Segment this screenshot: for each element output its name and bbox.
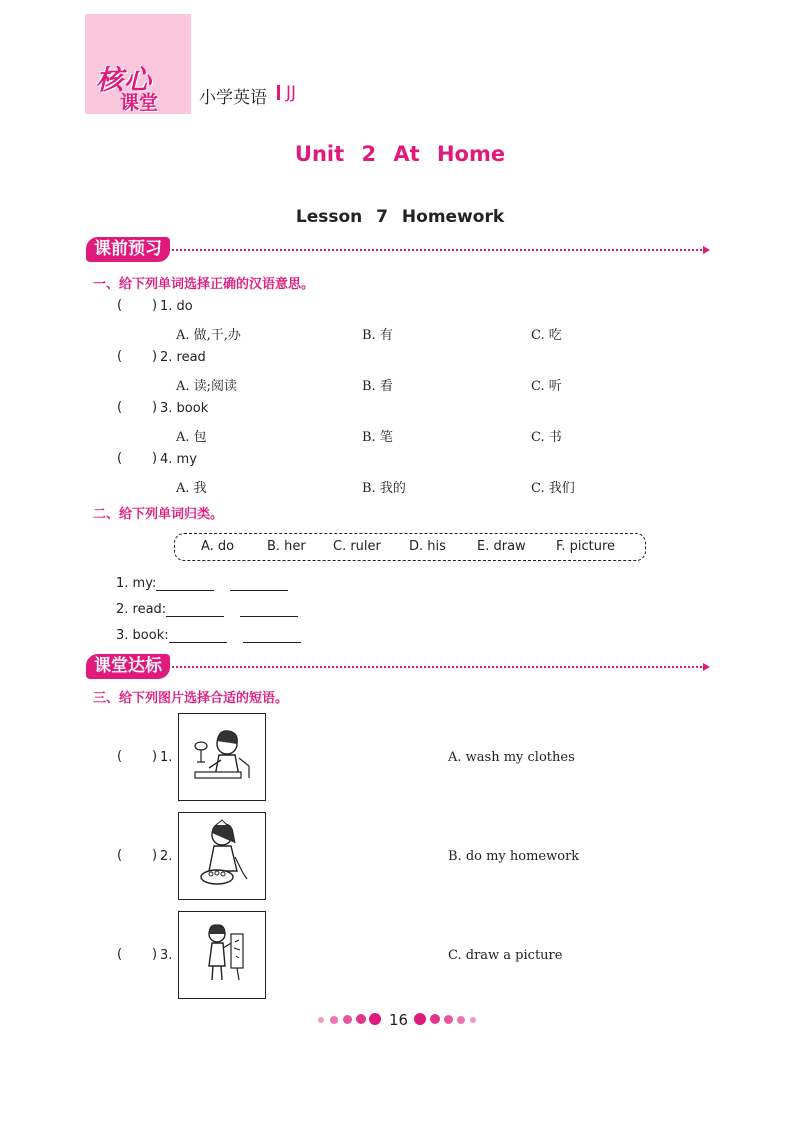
answer-blank[interactable]	[166, 602, 224, 617]
picture-boy-doing-homework	[178, 713, 266, 801]
section-tag-preview: 课前预习	[86, 237, 170, 262]
word-bank-item: E. draw	[477, 539, 526, 554]
question-word: 2. read	[160, 350, 206, 365]
question-number: 1.	[160, 750, 173, 765]
word-bank-item: B. her	[267, 539, 306, 554]
word-bank-item: D. his	[409, 539, 446, 554]
classify-row-3: 3. book:	[116, 628, 301, 643]
logo-text-sub: 课堂	[120, 92, 159, 114]
lesson-title: Lesson 7 Homework	[295, 207, 505, 227]
option-c: C. 听	[531, 379, 562, 394]
answer-blank[interactable]	[169, 628, 227, 643]
girl-drawing-picture-icon	[179, 912, 265, 998]
section-tag-classwork: 课堂达标	[86, 654, 170, 679]
subject-label: 小学英语	[199, 88, 267, 108]
option-b: B. 我的	[362, 481, 406, 496]
option-b: B. do my homework	[448, 849, 580, 864]
option-a: A. 包	[176, 430, 207, 445]
boy-doing-homework-icon	[179, 714, 265, 800]
logo-text-main: 核心	[96, 65, 152, 96]
option-b: B. 笔	[362, 430, 393, 445]
answer-blank[interactable]	[230, 576, 288, 591]
subject-separator	[277, 85, 280, 100]
option-b: B. 有	[362, 328, 393, 343]
option-a: A. wash my clothes	[448, 750, 575, 765]
option-c: C. 我们	[531, 481, 575, 496]
question-number: 3.	[160, 948, 173, 963]
option-c: C. 书	[531, 430, 562, 445]
option-c: C. draw a picture	[448, 948, 563, 963]
picture-girl-washing-clothes	[178, 812, 266, 900]
arrow-right-icon	[703, 663, 710, 671]
word-bank-item: F. picture	[556, 539, 616, 554]
question-word: 1. do	[160, 299, 193, 314]
answer-blank[interactable]	[243, 628, 301, 643]
question-number: 2.	[160, 849, 173, 864]
option-a: A. 我	[176, 481, 207, 496]
arrow-right-icon	[703, 246, 710, 254]
girl-washing-clothes-icon	[179, 813, 265, 899]
question-word: 4. my	[160, 452, 197, 467]
part1-title: 一、给下列单词选择正确的汉语意思。	[93, 277, 315, 292]
option-b: B. 看	[362, 379, 393, 394]
edition-label: JJ	[286, 83, 297, 103]
word-bank-item: A. do	[201, 539, 235, 554]
option-a: A. 读;阅读	[176, 379, 238, 394]
answer-blank[interactable]	[240, 602, 298, 617]
question-word: 3. book	[160, 401, 209, 416]
answer-blank[interactable]	[156, 576, 214, 591]
option-c: C. 吃	[531, 328, 562, 343]
word-bank-item: C. ruler	[333, 539, 381, 554]
part2-title: 二、给下列单词归类。	[93, 507, 224, 522]
word-bank	[174, 533, 646, 561]
option-a: A. 做,干,办	[176, 328, 241, 343]
unit-title: Unit 2 At Home	[294, 142, 506, 166]
section-divider	[172, 249, 702, 251]
classify-row-1: 1. my:	[116, 576, 288, 591]
classify-row-2: 2. read:	[116, 602, 298, 617]
picture-girl-drawing-picture	[178, 911, 266, 999]
part3-title: 三、给下列图片选择合适的短语。	[93, 691, 289, 706]
section-divider	[172, 666, 702, 668]
page-number: 16	[389, 1011, 409, 1029]
